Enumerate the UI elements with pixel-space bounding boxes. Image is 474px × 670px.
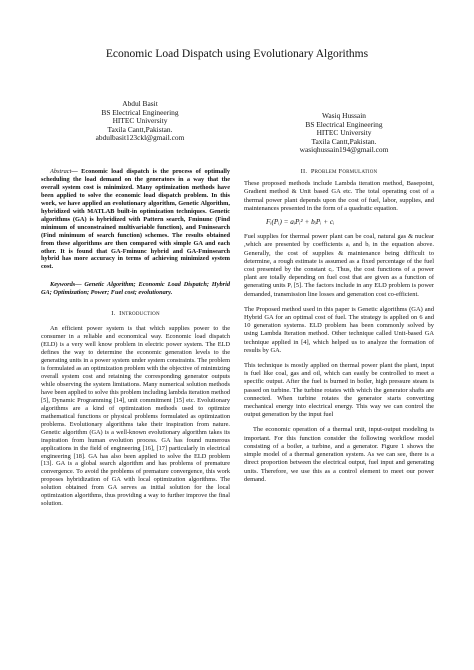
problem-paragraph-2: Fuel supplies for thermal power plant can be coal, natural gas & nuclear ,which are presented by coefficients aᵢ and bᵢ in the equation above. Generally, the cost of supplies & maintenance being difficult to determine, a rough estimate is assumed as a fixed percentage of the fuel cost presented by the constant cᵢ. Thus, the cost functions of a power plant are totally depending on fuel cost that are given as a function of generating units Pᵢ [5]. The factors include in any ELD problem is power demanded, transmission line losses and generation cost co-efficient. <box>244 233 434 298</box>
introduction-paragraph: An efficient power system is that which supplies power to the consumer in a reliable and economical way. Economic load dispatch (ELD) is a very well know problem in electric power system. The ELD defines the way to determine the economic generation levels to the generating units in a power system under system constraints. The problem is formulated as an optimization problem with the objective of minimizing overall system cost and retaining the corresponding generator outputs while observing the system limitations. Many numerical solution methods have been applied to solve this problem including lambda iteration method [5], Dynamic Programming [14], unit commitment [15] etc. Evolutionary algorithms are a kind of optimization methods used to optimize mathematical functions or physical problems formulated as optimization problems. Evolutionary algorithms take their inspiration from nature. Genetic algorithm (GA) is a well-known evolutionary algorithm takes its inspiration from human evolution process. GA has found numerous applications in the field of engineering [16], [17] particularly in electrical engineering [18]. GA has also been applied to solve the ELD problem [13]. GA is a global search algorithm and has problems of premature convergence. To avoid the problems of premature convergence, this work proposes hybridization of GA with local optimization algorithms. The solution obtained from GA serves as initial solution for the local optimization algorithms, thus providing a way to further improve the final solution. <box>41 325 230 508</box>
cost-equation: Fᵢ(Pᵢ) = aᵢPᵢ² + bᵢPᵢ + cᵢ <box>266 218 335 227</box>
abstract-label: Abstract <box>50 168 72 175</box>
right-column <box>244 168 434 484</box>
abstract-text: — Economic load dispatch is the process of optimally scheduling the load demand on the generators in a way that the overall system cost is minimized. Many optimization methods have been applied to solve the economic load dispatch problem. In this work, we have applied an evolutionary algorithm, Genetic Algorithm, hybridized with MATLAB built-in optimization techniques. Genetic algorithms (GA) is hybridized with Pattern search, Fminunc (Find minimum of unconstrained multivariable function), and Fminsearch (Find minimum of search function) schemes. The results obtained from these algorithms are then compared with simple GA and each other. It is found that GA-Fminunc hybrid and GA-Fminsearch hybrid has more accuracy in terms of achieving minimized system cost. <box>41 168 230 271</box>
problem-paragraph-3: The Proposed method used in this paper is Genetic algorithms (GA) and Hybrid GA for an optimal cost of fuel. The strategy is applied on 6 and 10 generation systems. ELD problem has been commonly solved by using Lambda Iteration method. Other technique called Unit-based GA technique applied in [4], which helped us to analyze the formation of results by GA. <box>244 305 434 354</box>
author-block-2 <box>264 112 424 155</box>
left-column <box>41 168 230 508</box>
section-heading-introduction: I. Introduction <box>111 310 160 318</box>
author-block-1 <box>60 100 220 143</box>
author-name: Wasiq Hussain <box>322 111 366 120</box>
author-dept: BS Electrical Engineering <box>305 119 383 129</box>
paper-title: Economic Load Dispatch using Evolutionary Algorithms <box>105 48 369 60</box>
abstract <box>41 168 230 271</box>
problem-paragraph-5: The economic operation of a thermal unit, input-output modeling is important. For this function consider the following workflow model consisting of a boiler, a turbine, and a generator. Figure 1 shows the simple model of a thermal generation system. As we can see, there is a direct proportion between the electrical output, fuel input and generating units. Therefore, we use this as a control element to meet our power demand. <box>244 426 434 483</box>
author-email: wasiqhussain194@gmail.com <box>299 145 389 155</box>
keywords-label: Keywords <box>50 281 76 289</box>
author-university: HITEC University <box>316 128 372 138</box>
section-heading-problem-formulation: II. Problem Formulation <box>300 168 378 175</box>
author-name: Abdul Basit <box>122 99 158 108</box>
problem-paragraph-1: These proposed methods include Lambda iteration method, Basepoint, Gradient method & Unit based GA etc. The total operating cost of a thermal power plant depends upon the cost of fuel, labor, supplies, and maintenances presented in the form of a quadratic equation. <box>244 180 434 212</box>
author-dept: BS Electrical Engineering <box>101 107 179 117</box>
author-city: Taxila Cantt,Pakistan. <box>107 124 173 134</box>
keywords-text: — Genetic Algorithm; Economic Load Dispatch; Hybrid GA; Optimization; Power; Fuel cost; evolutionary. <box>41 281 230 297</box>
author-university: HITEC University <box>112 116 168 126</box>
problem-paragraph-4: This technique is mostly applied on thermal power plant the plant, input is fuel like coal, gas and oil, which can easily be controlled to meet a specific output. After the fuel is burned in boiler, high pressure steam is passed on turbine. The turbine rotates with which the generator shafts are connected. When turbine rotates the generator starts converting mechanical energy into electrical energy. This way we can control the output generation by the input fuel <box>244 362 434 419</box>
keywords <box>41 281 230 297</box>
author-city: Taxila Cantt,Pakistan. <box>311 136 377 146</box>
author-email: abdulbasit123ckl@gmail.com <box>95 133 185 143</box>
